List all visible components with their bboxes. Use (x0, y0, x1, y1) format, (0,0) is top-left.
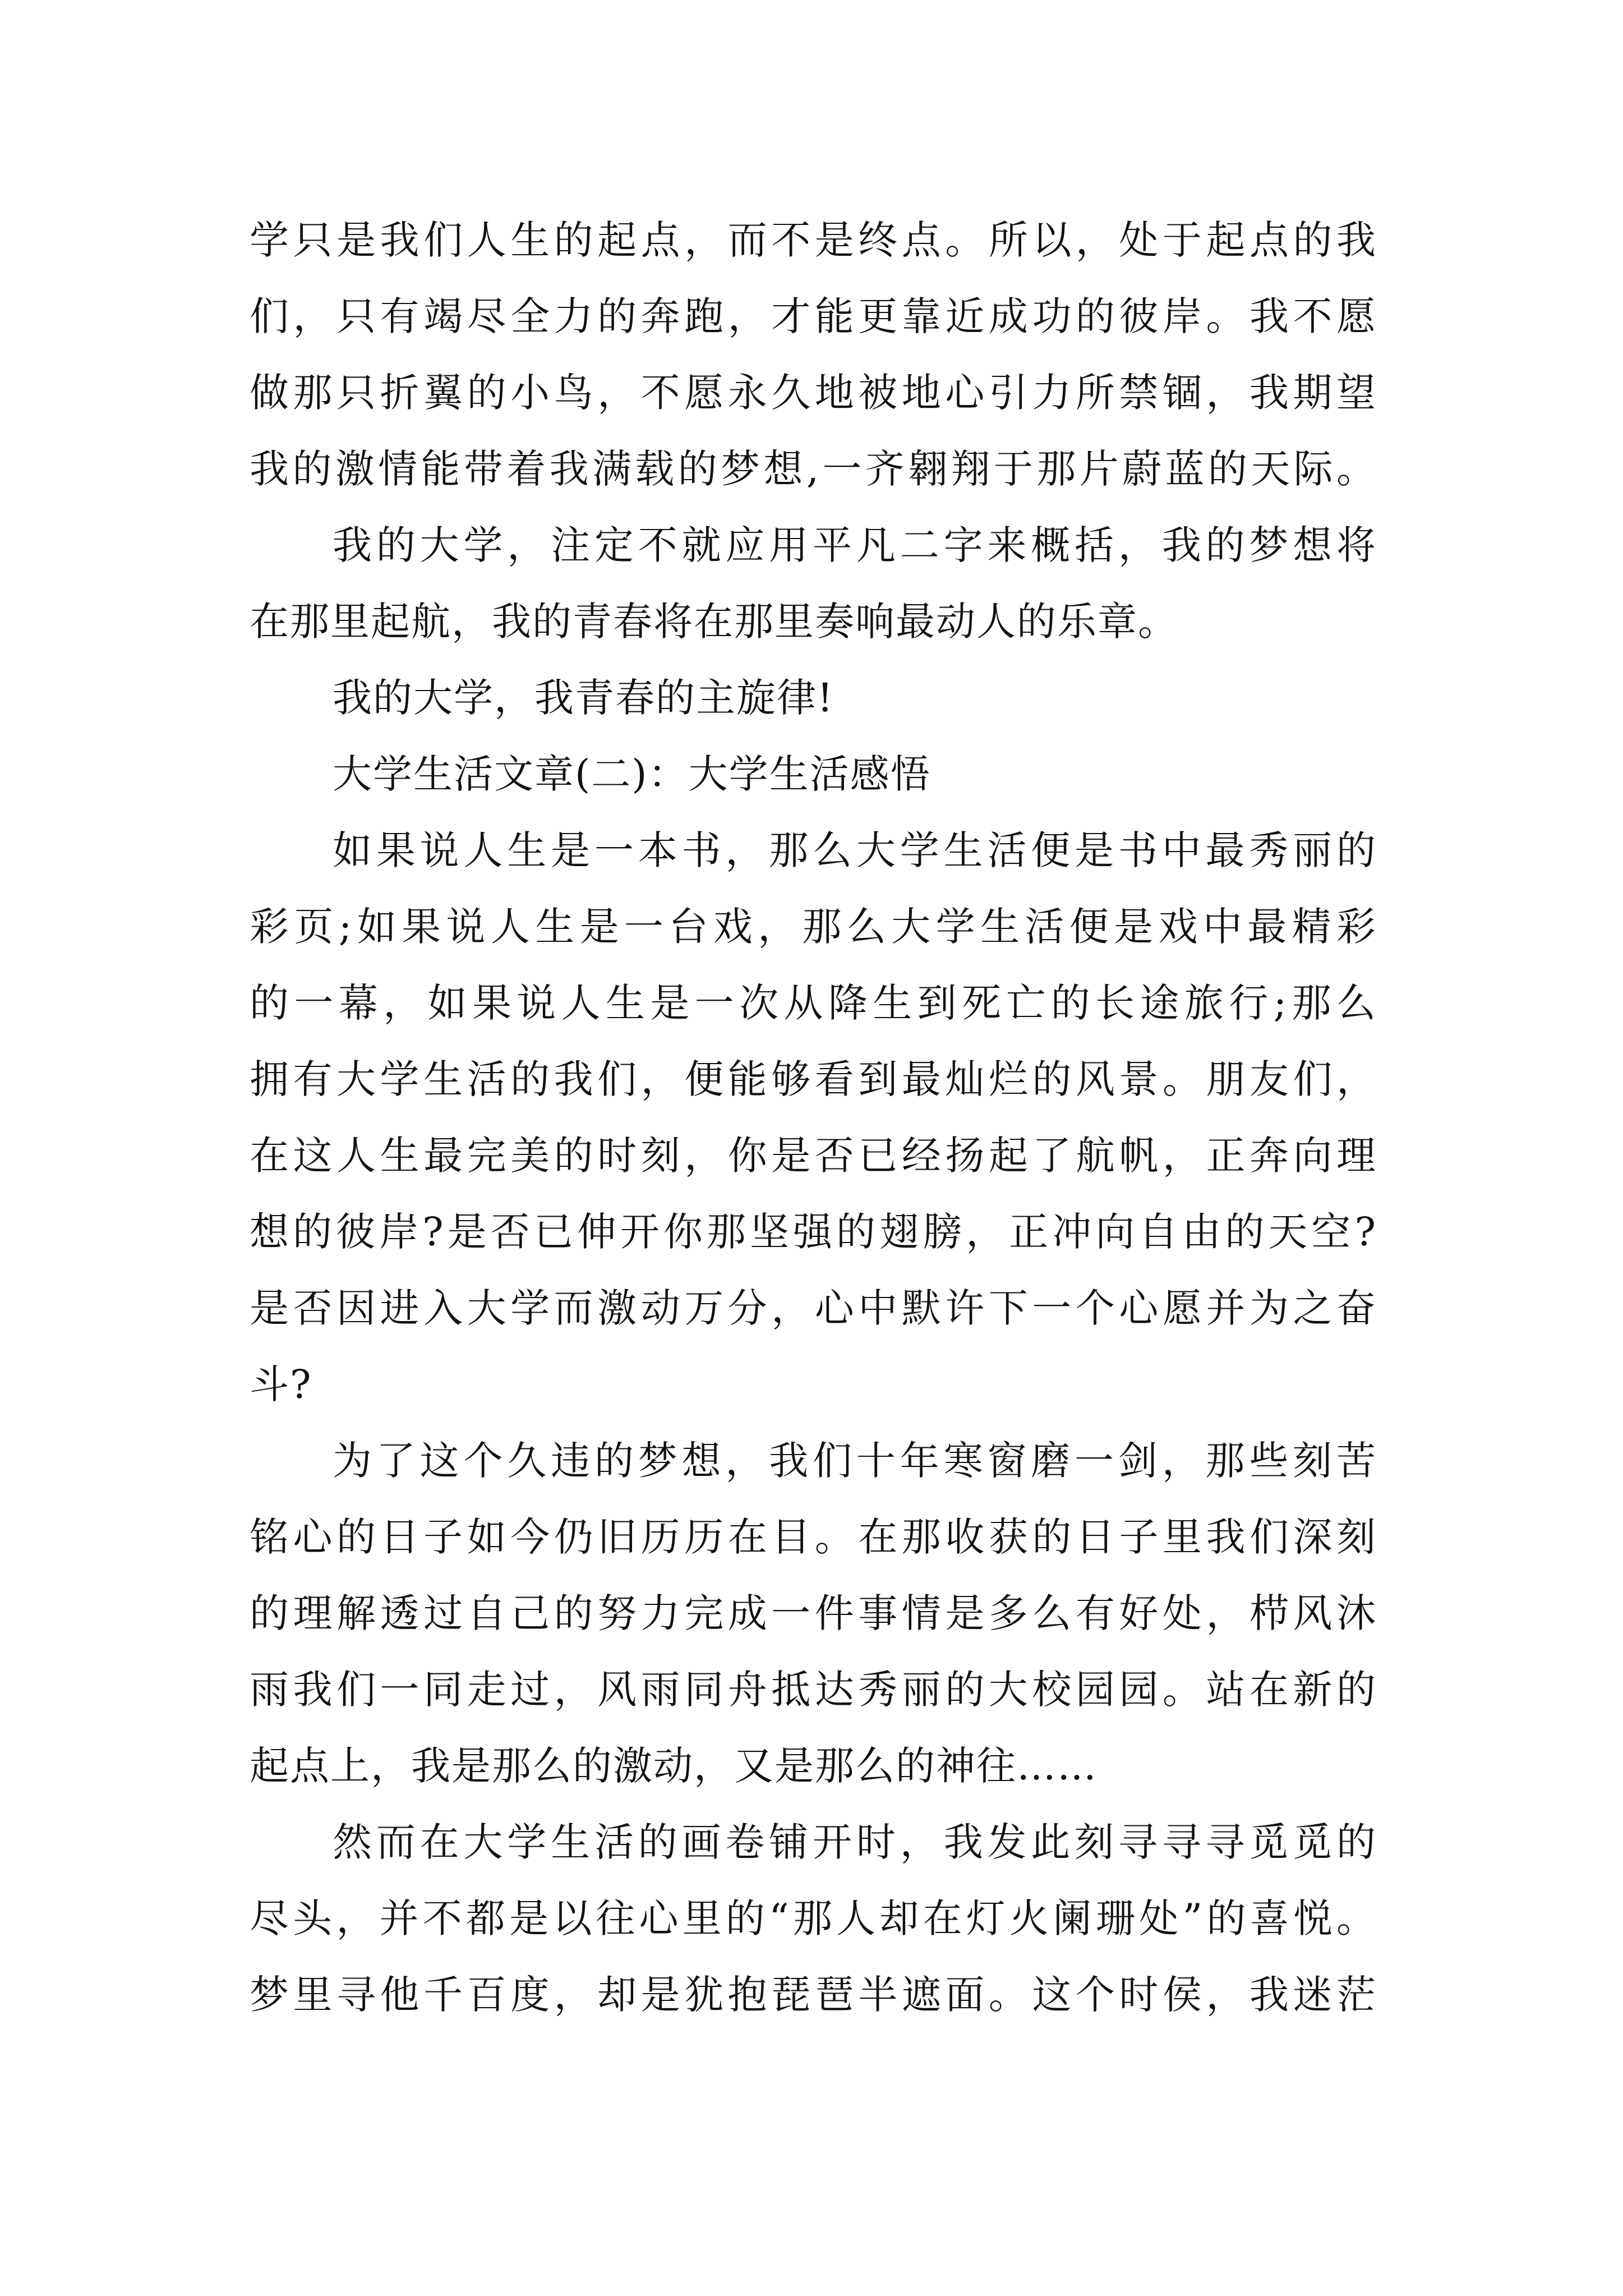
text-line: 想的彼岸?是否已伸开你那坚强的翅膀，正冲向自由的天空? (250, 1209, 1377, 1255)
text-line: 起点上，我是那么的激动，又是那么的神往…… (250, 1743, 1098, 1789)
text-line: 梦里寻他千百度，却是犹抱琵琶半遮面。这个时侯，我迷茫 (250, 1972, 1377, 2018)
document-body (250, 202, 1377, 2033)
text-line: 尽头，并不都是以往心里的“那人却在灯火阑珊处”的喜悦。 (250, 1895, 1377, 1941)
text-line: 们，只有竭尽全力的奔跑，才能更靠近成功的彼岸。我不愿 (250, 293, 1377, 339)
text-line: 然而在大学生活的画卷铺开时，我发此刻寻寻寻觅觅的 (333, 1819, 1377, 1865)
text-line: 的理解透过自己的努力完成一件事情是多么有好处，栉风沐 (250, 1590, 1377, 1636)
text-line: 我的大学，我青春的主旋律! (333, 675, 834, 721)
text-line: 拥有大学生活的我们，便能够看到最灿烂的风景。朋友们， (250, 1056, 1377, 1102)
text-line: 如果说人生是一本书，那么大学生活便是书中最秀丽的 (333, 827, 1377, 873)
text-line: 斗? (250, 1361, 312, 1407)
text-line: 在那里起航，我的青春将在那里奏响最动人的乐章。 (250, 599, 1178, 645)
text-line: 在这人生最完美的时刻，你是否已经扬起了航帆，正奔向理 (250, 1133, 1377, 1179)
text-line: 为了这个久违的梦想，我们十年寒窗磨一剑，那些刻苦 (333, 1438, 1377, 1484)
text-line: 学只是我们人生的起点，而不是终点。所以，处于起点的我 (250, 217, 1377, 263)
text-line: 铭心的日子如今仍旧历历在目。在那收获的日子里我们深刻 (250, 1514, 1377, 1560)
text-line: 雨我们一同走过，风雨同舟抵达秀丽的大校园园。站在新的 (250, 1667, 1377, 1713)
text-line: 我的激情能带着我满载的梦想,一齐翱翔于那片蔚蓝的天际。 (250, 446, 1377, 492)
text-line: 是否因进入大学而激动万分，心中默许下一个心愿并为之奋 (250, 1285, 1377, 1331)
text-line: 的一幕，如果说人生是一次从降生到死亡的长途旅行;那么 (250, 980, 1377, 1026)
text-line: 我的大学，注定不就应用平凡二字来概括，我的梦想将 (333, 522, 1377, 568)
text-line: 做那只折翼的小鸟，不愿永久地被地心引力所禁锢，我期望 (250, 370, 1377, 416)
text-line: 彩页;如果说人生是一台戏，那么大学生活便是戏中最精彩 (250, 904, 1377, 950)
text-line: 大学生活文章(二)：大学生活感悟 (333, 751, 931, 797)
